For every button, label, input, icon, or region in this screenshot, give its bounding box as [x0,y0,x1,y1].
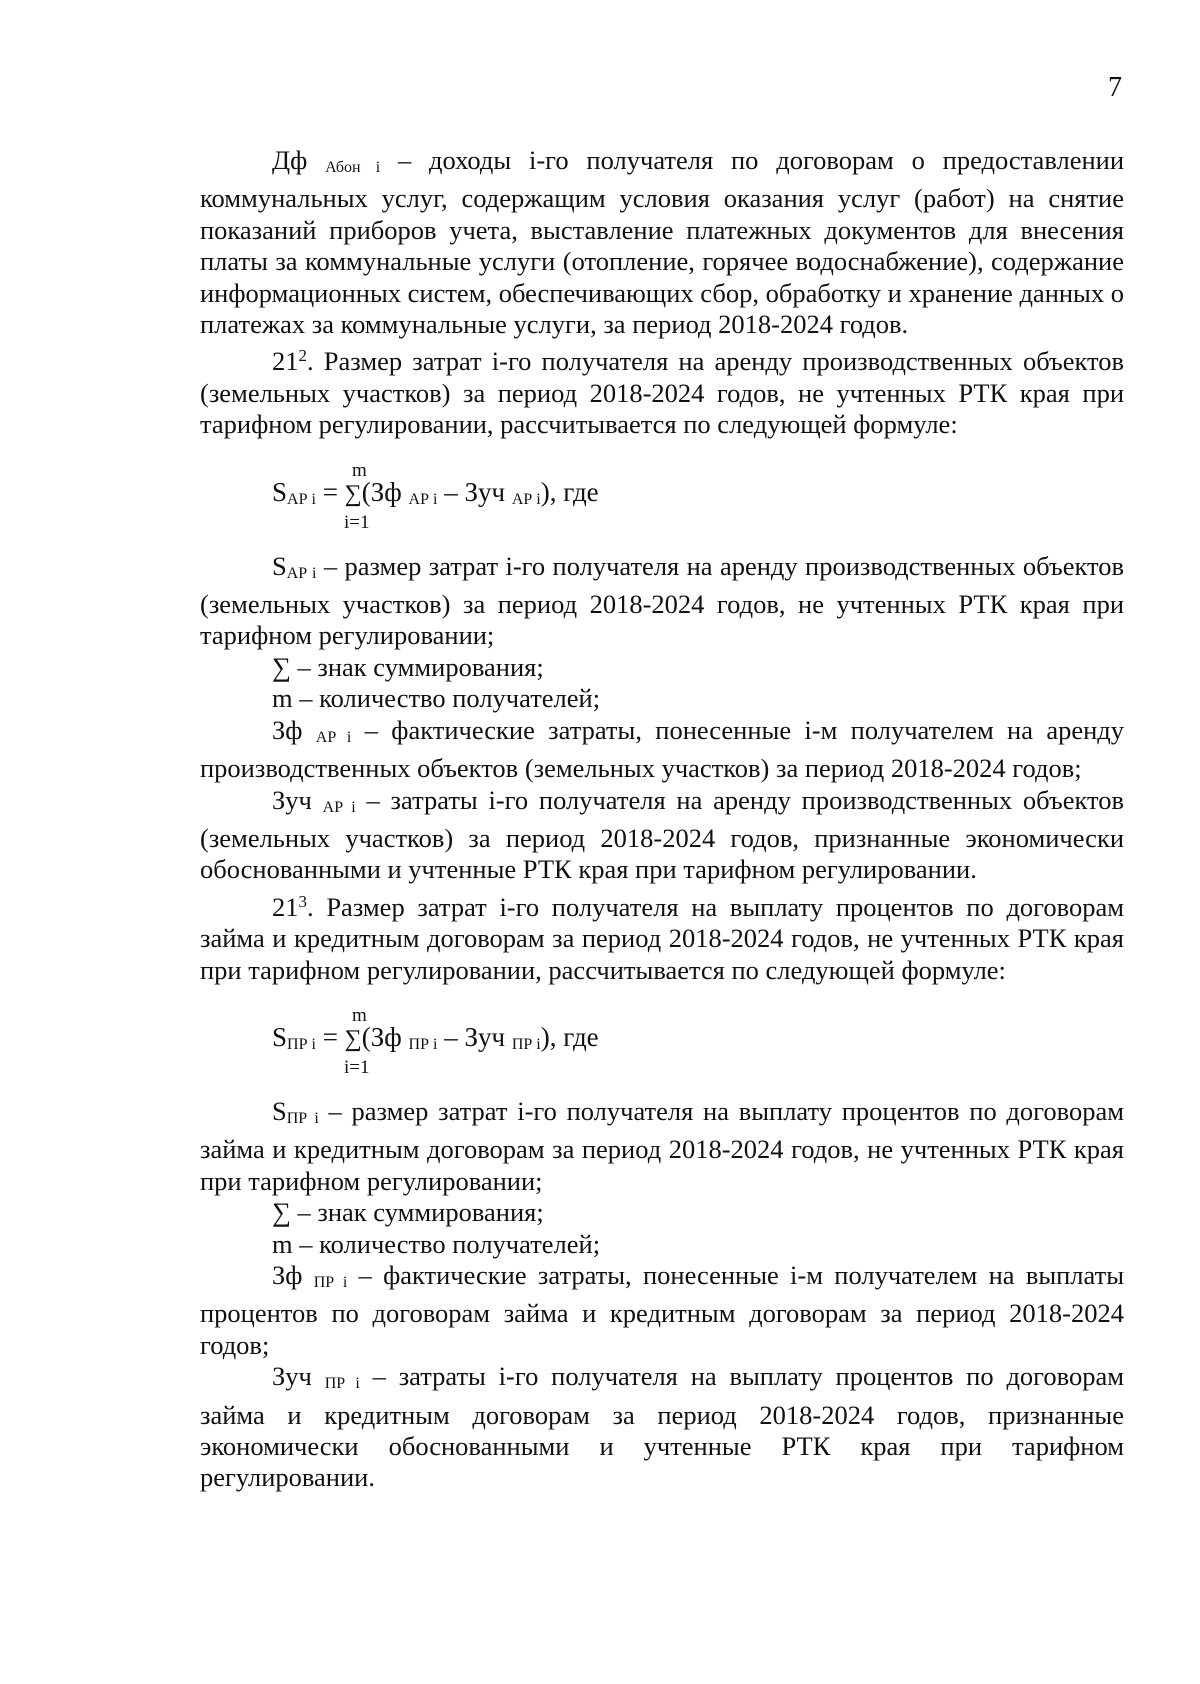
formula-term1: (Зф [361,476,402,507]
sigma-symbol: ∑ [344,480,362,507]
definition-zf-ar [200,715,1124,785]
symbol-zf: Зф [272,714,303,745]
definition-sigma: ∑ – знак суммирования; [272,651,544,682]
formula-equals: = [315,1021,345,1052]
subscript-ar: АР i [286,564,317,582]
definition-text: – размер затрат i-го получателя на аренду производственных объектов (земельных участков) за период 2018-2024 годов, не учтенных РТК края при тарифном регулировании; [200,550,1124,651]
sum-lower-limit: i=1 [344,1056,370,1078]
clause-superscript: 3 [298,891,307,911]
paragraph-text: . Размер затрат i-го получателя на аренду производственных объектов (земельных участков) за период 2018-2024 годов, не учтенных РТК края при тарифном регулировании, рассчитывается по следующей формуле: [200,346,1124,440]
formula-lhs: S [272,476,288,507]
formula-term2: – Зуч [437,476,506,507]
formula-close: ), где [540,1021,599,1052]
paragraph-21-3 [200,886,1124,986]
definition-zu-pr [200,1361,1124,1494]
definition-text: – затраты i-го получателя на аренду производственных объектов (земельных участков) за период 2018-2024 годов, признанные экономически обоснованными и учтенные РТК края при тарифном регулировании. [200,784,1124,885]
formula-lhs-subscript: АР i [287,490,316,508]
sigma-symbol: ∑ [344,1025,362,1052]
formula-expression [272,477,599,515]
subscript-pr: ПР i [286,1109,319,1127]
paragraph-df-abon [200,145,1124,340]
formula-term2-subscript: АР i [511,490,541,508]
definition-m: m – количество получателей; [272,1228,601,1259]
subscript-abon: Абон i [325,159,381,176]
definition-sigma: ∑ – знак суммирования; [272,1197,544,1228]
sum-lower-limit: i=1 [344,511,370,533]
definition-s-pr [200,1096,1124,1197]
formula-expression [272,1022,599,1060]
subscript-pr: ПР i [324,1375,360,1393]
symbol-s: S [272,1095,287,1126]
subscript-ar: АР i [322,798,356,816]
formula-lhs: S [272,1021,288,1052]
formula-lhs-subscript: ПР i [287,1035,316,1053]
definition-zu-ar [200,785,1124,886]
formula-term1: (Зф [361,1021,402,1052]
formula-close: ), где [540,476,599,507]
paragraph-text: – доходы i-го получателя по договорам о предоставлении коммунальных услуг, содержащим условия оказания услуг (работ) на снятие показаний приборов учета, выставление платежных документов для внесения платы за коммунальные услуги (отопление, горячее водоснабжение), содержание информационных систем, обеспечивающих сбор, обработку и хранение данных о платежах за коммунальные услуги, за период 2018-2024 годов. [200,145,1125,340]
symbol-s: S [272,550,287,581]
formula-term2: – Зуч [437,1021,506,1052]
symbol-zf: Зф [272,1259,303,1290]
subscript-ar: АР i [315,728,352,746]
definition-s-ar [200,551,1124,652]
definition-zf-pr [200,1260,1124,1361]
sum-upper-limit: m [352,1004,367,1026]
definition-text: – размер затрат i-го получателя на выплату процентов по договорам займа и кредитным договорам за период 2018-2024 годов, не учтенных РТК края при тарифном регулировании; [200,1095,1124,1196]
formula-term1-subscript: ПР i [408,1035,438,1053]
paragraph-text: . Размер затрат i-го получателя на выплату процентов по договорам займа и кредитным договорам за период 2018-2024 годов, не учтенных РТК края при тарифном регулировании, рассчитывается по следующей формуле: [200,891,1124,985]
formula-equals: = [315,476,345,507]
document-body [200,145,1124,1494]
formula-pr [272,986,1124,1096]
symbol-zu: Зуч [272,1361,312,1392]
definition-m: m – количество получателей; [272,683,601,714]
page-number: 7 [1108,72,1122,103]
formula-ar [272,441,1124,551]
definition-text: – фактические затраты, понесенные i-м получателем на выплаты процентов по договорам займа и кредитным договорам за период 2018-2024 годов; [200,1259,1124,1360]
clause-number: 21 [272,891,299,922]
paragraph-21-2 [200,340,1124,440]
sum-upper-limit: m [352,459,367,481]
subscript-pr: ПР i [313,1273,348,1291]
symbol-df: Дф [272,145,308,175]
formula-term1-subscript: АР i [408,490,438,508]
formula-term2-subscript: ПР i [511,1035,541,1053]
clause-superscript: 2 [298,346,307,366]
definition-text: – затраты i-го получателя на выплату процентов по договорам займа и кредитным договорам за период 2018-2024 годов, признанные экономически обоснованными и учтенные РТК края при тарифном регулировании. [200,1361,1124,1493]
definition-text: – фактические затраты, понесенные i-м получателем на аренду производственных объектов (земельных участков) за период 2018-2024 годов; [200,714,1125,784]
symbol-zu: Зуч [272,784,312,815]
clause-number: 21 [272,346,299,377]
